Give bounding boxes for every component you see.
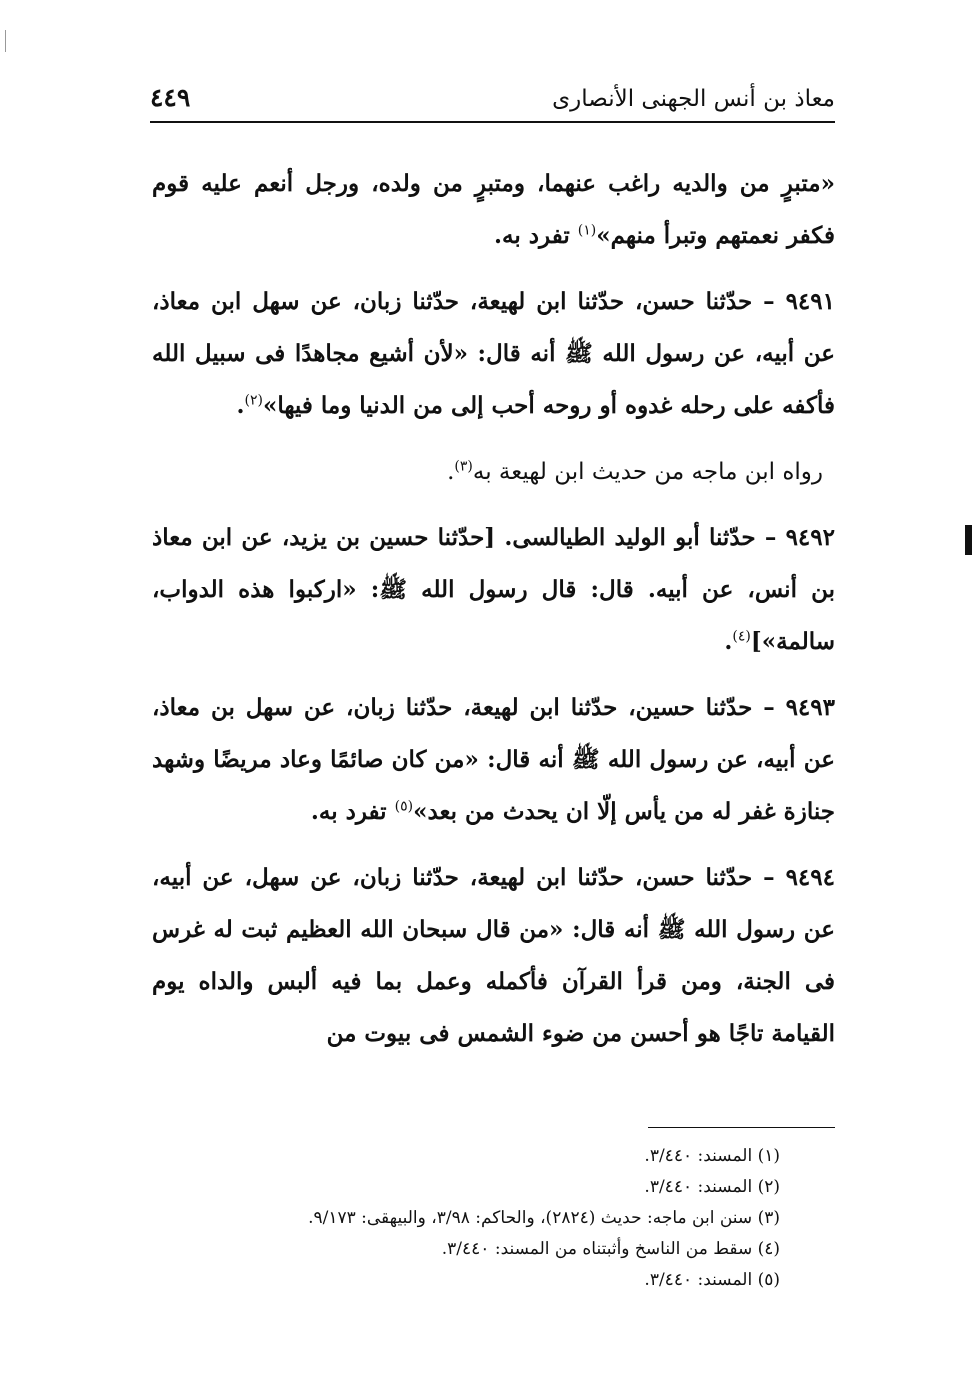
- paragraph-text: – حدّثنا حسن، حدّثنا ابن لهيعة، حدّثنا زبان، عن سهل ابن معاذ، عن أبيه، عن رسول الله ﷺ أنه قال: «لأن أشيع مجاهدًا فى سبيل الله فأكفه على رحله غدوه أو روحه أحب إلى من الدنيا وما فيها»: [152, 288, 835, 419]
- footnote-ref: (١): [577, 222, 597, 239]
- header-rule: [150, 121, 835, 123]
- footnote-ref: (٣): [454, 458, 473, 475]
- page-edge-marker: [965, 525, 972, 555]
- footnote-ref: (٢): [244, 392, 263, 409]
- margin-mark: [5, 30, 6, 52]
- hadith-9491: [152, 276, 835, 432]
- paragraph-text: – حدّثنا أبو الوليد الطيالسى. [حدّثنا حسين بن يزيد، عن ابن معاذ بن أنس، عن أبيه. قال: قال رسول الله ﷺ: «اركبوا هذه الدواب، سالمة»]: [152, 524, 835, 655]
- paragraph-text: رواه ابن ماجه من حديث ابن لهيعة به: [472, 459, 823, 485]
- page-number: ٤٤٩: [150, 83, 191, 112]
- paragraph-tail: تفرد به.: [494, 222, 578, 249]
- hadith-9492: [152, 512, 835, 668]
- paragraph-text: «متبرٍ من والديه راغب عنهما، ومتبرٍ من ولده، ورجل أنعم عليه قوم فكفر نعمتهم وتبرأ منهم»: [152, 170, 835, 249]
- footnote-rule: [648, 1127, 835, 1128]
- paragraph-tail: .: [724, 628, 733, 655]
- running-header: [150, 72, 835, 112]
- paragraph-tail: تفرد به.: [310, 798, 395, 825]
- paragraph-text: – حدّثنا حسين، حدّثنا ابن لهيعة، حدّثنا زبان، عن سهل بن معاذ، عن أبيه، عن رسول الله ﷺ أنه قال: «من كان صائمًا وعاد مريضًا وشهد جنازة غفر له من يأس إلّا ان يحدث من بعد»: [152, 694, 835, 825]
- hadith-number: ٩٤٩٤: [785, 864, 835, 891]
- paragraph-tail: .: [236, 392, 245, 419]
- footnote-ref: (٤): [732, 628, 751, 645]
- hadith-number: ٩٤٩٢: [785, 524, 835, 551]
- footnote-3: (٣) سنن ابن ماجه: حديث (٢٨٢٤)، والحاكم: ٣/٩٨، والبيهقى: ٩/١٧٣.: [308, 1208, 780, 1228]
- running-title: معاذ بن أنس الجهنى الأنصارى: [552, 86, 835, 112]
- hadith-number: ٩٤٩١: [785, 288, 835, 315]
- footnote-1: (١) المسند: ٣/٤٤٠.: [644, 1146, 780, 1166]
- paragraph-tail: .: [447, 459, 455, 485]
- footnotes: [152, 1141, 780, 1296]
- footnote-5: (٥) المسند: ٣/٤٤٠.: [644, 1270, 780, 1290]
- hadith-9494: [152, 852, 835, 1060]
- footnote-ref: (٥): [394, 798, 414, 815]
- footnote-2: (٢) المسند: ٣/٤٤٠.: [644, 1177, 780, 1197]
- narration-note: [152, 446, 835, 498]
- main-text: [152, 158, 835, 1074]
- footnote-4: (٤) سقط من الناسخ وأثبتناه من المسند: ٣/٤٤٠.: [441, 1239, 780, 1259]
- paragraph-text: – حدّثنا حسن، حدّثنا ابن لهيعة، حدّثنا زبان، عن سهل، عن أبيه، عن رسول الله ﷺ أنه قال: «من قال سبحان الله العظيم ثبت له غرس فى الجنة، ومن قرأ القرآن فأكمله وعمل بما فيه ألبس والداه يوم القيامة تاجًا هو أحسن من ضوء الشمس فى بيوت من: [152, 864, 835, 1047]
- paragraph-continuation: [152, 158, 835, 262]
- hadith-number: ٩٤٩٣: [785, 694, 835, 721]
- hadith-9493: [152, 682, 835, 838]
